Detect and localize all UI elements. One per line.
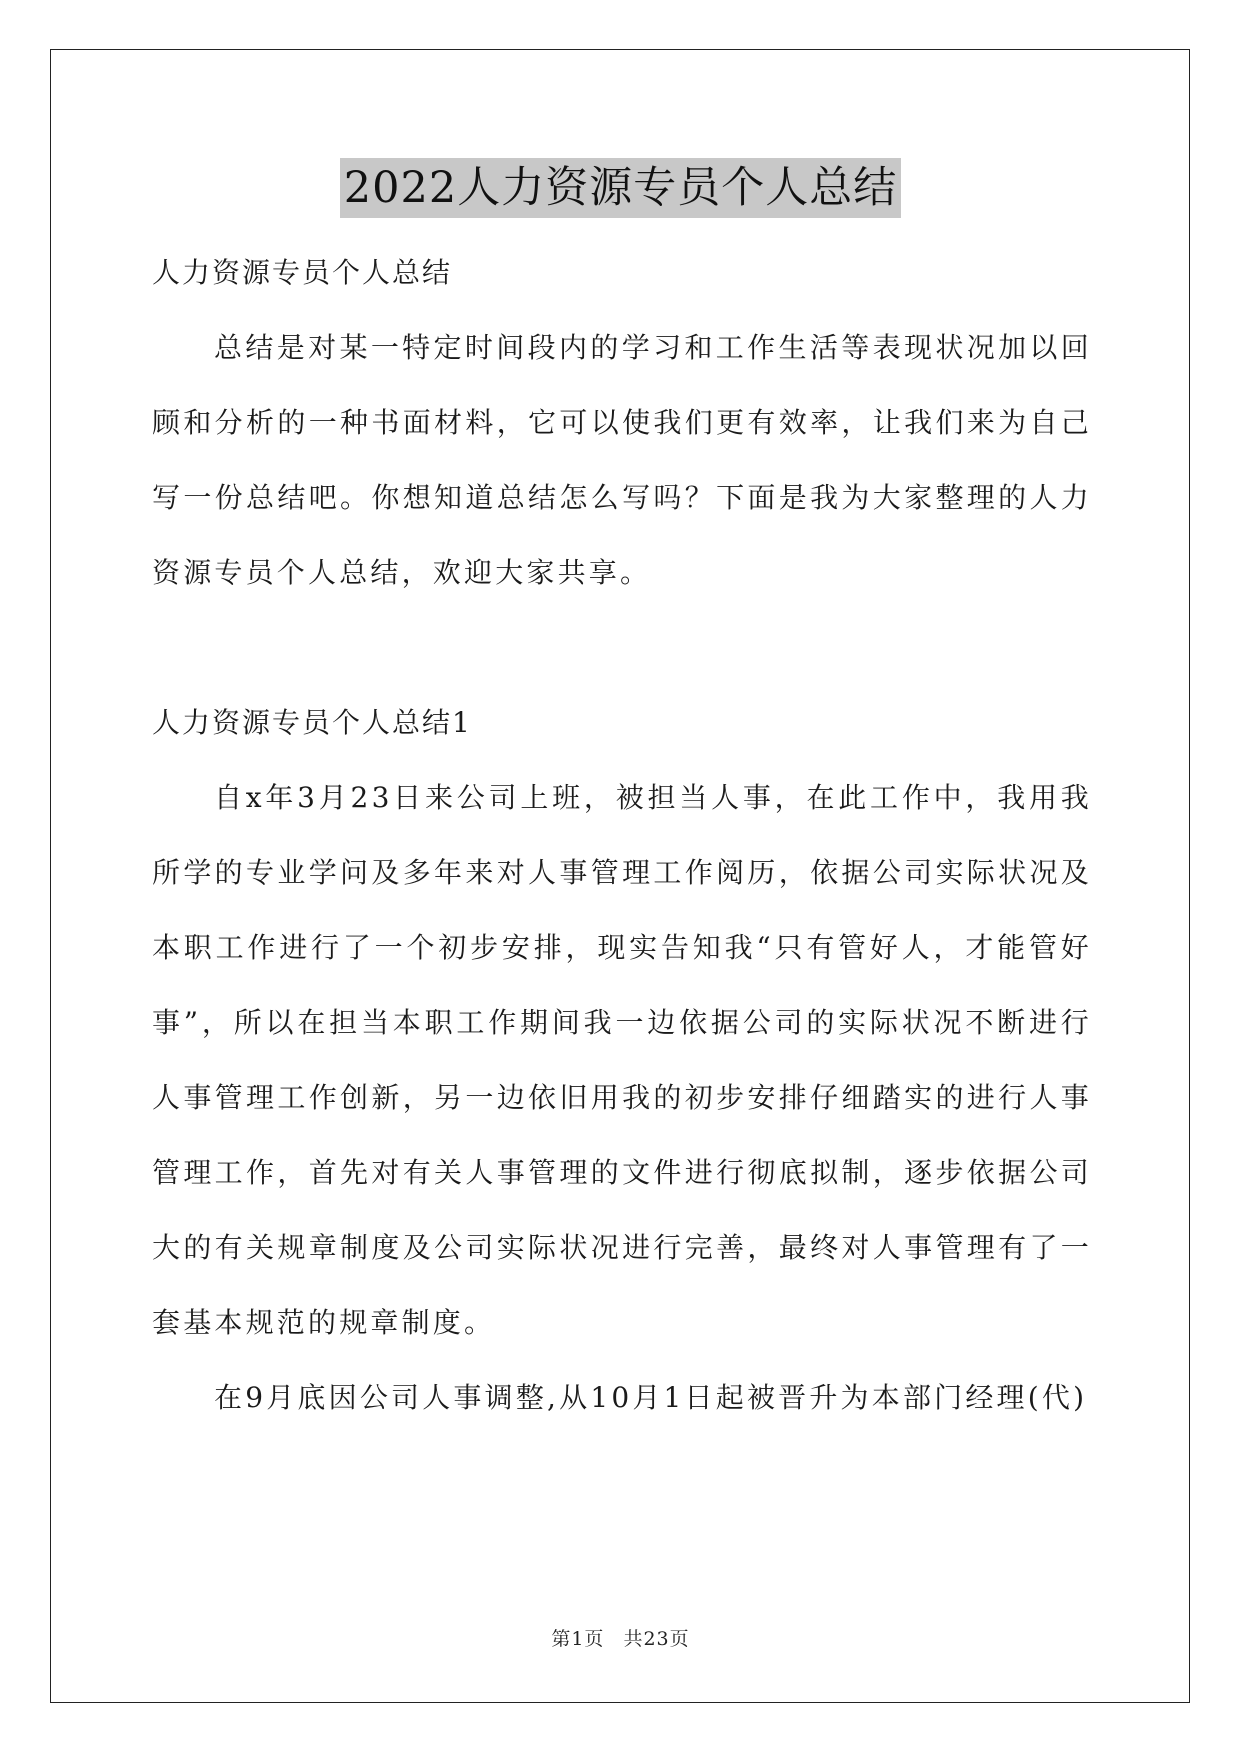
page-footer bbox=[0, 1624, 1241, 1651]
document-subtitle: 人力资源专员个人总结 bbox=[152, 256, 453, 289]
intro-paragraph: 总结是对某一特定时间段内的学习和工作生活等表现状况加以回顾和分析的一种书面材料，它可以使我们更有效率，让我们来为自己写一份总结吧。你想知道总结怎么写吗？下面是我为大家整理的人力资源专员个人总结，欢迎大家共享。 bbox=[152, 331, 1092, 589]
document-body bbox=[152, 235, 1092, 1435]
spacer bbox=[152, 610, 1092, 685]
body-paragraph-1: 自x年3月23日来公司上班，被担当人事，在此工作中，我用我所学的专业学问及多年来对人事管理工作阅历，依据公司实际状况及本职工作进行了一个初步安排，现实告知我“只有管好人，才能管好事”，所以在担当本职工作期间我一边依据公司的实际状况不断进行人事管理工作创新，另一边依旧用我的初步安排仔细踏实的进行人事管理工作，首先对有关人事管理的文件进行彻底拟制，逐步依据公司大的有关规章制度及公司实际状况进行完善，最终对人事管理有了一套基本规范的规章制度。 bbox=[152, 781, 1092, 1339]
body-paragraph-2: 在9月底因公司人事调整,从10月1日起被晋升为本部门经理(代) bbox=[214, 1381, 1088, 1414]
title-container bbox=[0, 158, 1241, 218]
page-number: 第1页 bbox=[551, 1628, 605, 1650]
section-heading: 人力资源专员个人总结1 bbox=[152, 706, 472, 739]
page-total: 共23页 bbox=[623, 1628, 690, 1650]
document-title: 2022人力资源专员个人总结 bbox=[340, 158, 901, 218]
